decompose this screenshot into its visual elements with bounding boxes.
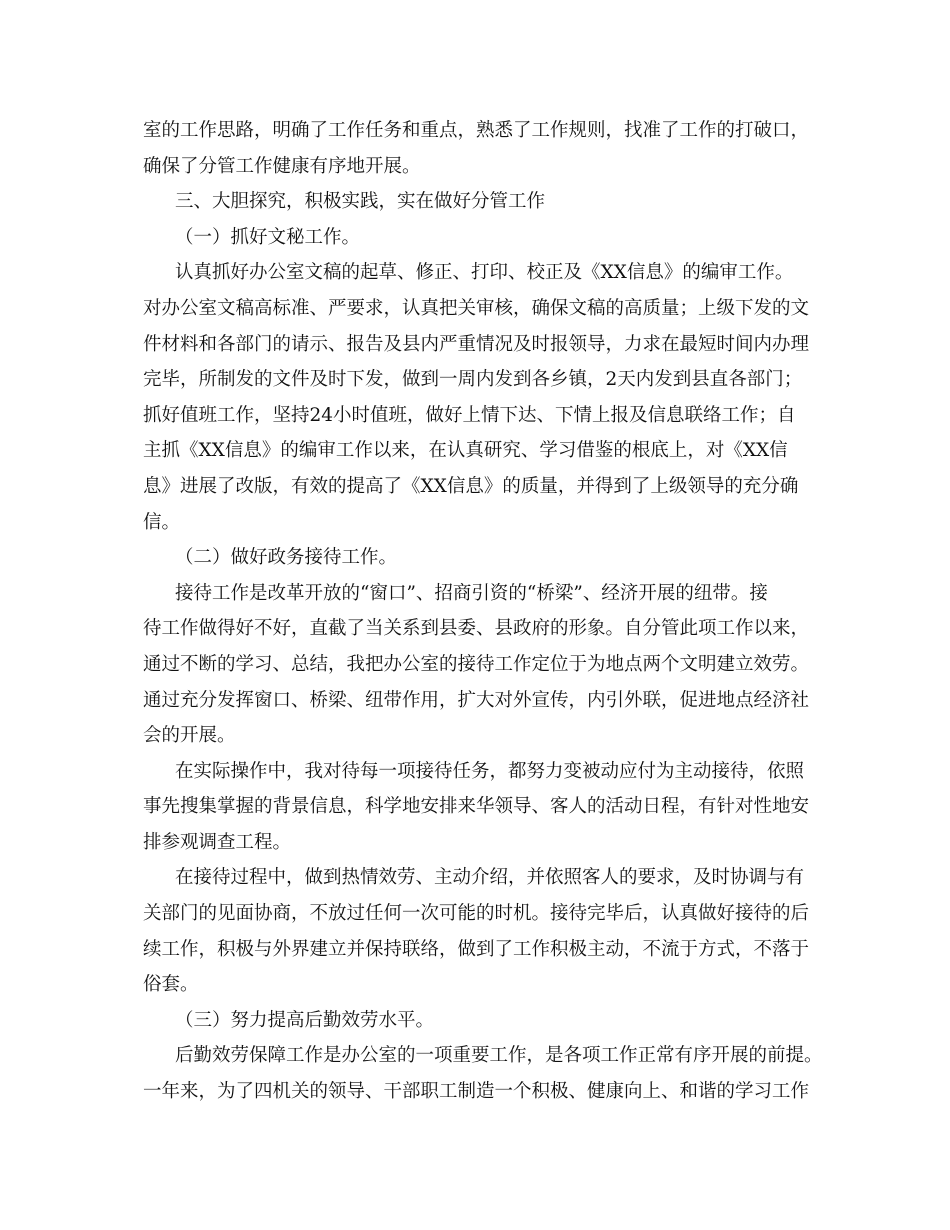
paragraph-line: 会的开展。 bbox=[143, 725, 236, 747]
paragraph-line: 确保了分管工作健康有序地开展。 bbox=[143, 155, 421, 177]
paragraph-line: 接待工作是改革开放的“窗口”、招商引资的“桥梁”、经济开展的纽带。接 bbox=[175, 582, 768, 604]
subsection-heading: （一）抓好文秘工作。 bbox=[175, 226, 361, 248]
paragraph-line: 完毕，所制发的文件及时下发，做到一周内发到各乡镇，2天内发到县直各部门； bbox=[143, 369, 803, 391]
paragraph-line: 信。 bbox=[143, 511, 181, 533]
paragraph-line: 主抓《XX信息》的编审工作以来，在认真研究、学习借鉴的根底上，对《XX信 bbox=[143, 440, 788, 462]
paragraph-line: 俗套。 bbox=[143, 974, 199, 996]
subsection-heading: （三）努力提高后勤效劳水平。 bbox=[175, 1009, 435, 1031]
paragraph-line: 认真抓好办公室文稿的起草、修正、打印、校正及《XX信息》的编审工作。 bbox=[175, 262, 794, 284]
section-heading: 三、大胆探究，积极实践，实在做好分管工作 bbox=[175, 191, 546, 213]
subsection-heading: （二）做好政务接待工作。 bbox=[175, 547, 398, 569]
paragraph-line: 件材料和各部门的请示、报告及县内严重情况及时报领导，力求在最短时间内办理 bbox=[143, 333, 810, 355]
paragraph-line: 排参观调查工程。 bbox=[143, 831, 292, 853]
paragraph-line: 通过不断的学习、总结，我把办公室的接待工作定位于为地点两个文明建立效劳。 bbox=[143, 653, 810, 675]
paragraph-line: 室的工作思路，明确了工作任务和重点，熟悉了工作规则，找准了工作的打破口， bbox=[143, 120, 810, 141]
paragraph-line: 后勤效劳保障工作是办公室的一项重要工作，是各项工作正常有序开展的前提。 bbox=[175, 1045, 823, 1067]
paragraph-line: 关部门的见面协商，不放过任何一次可能的时机。接待完毕后，认真做好接待的后 bbox=[143, 903, 810, 925]
paragraph-line: 事先搜集掌握的背景信息，科学地安排来华领导、客人的活动日程，有针对性地安 bbox=[143, 796, 810, 818]
paragraph-line: 待工作做得好不好，直截了当关系到县委、县政府的形象。自分管此项工作以来， bbox=[143, 618, 810, 640]
paragraph-line: 在实际操作中，我对待每一项接待任务，都努力变被动应付为主动接待，依照 bbox=[175, 760, 805, 782]
document-body bbox=[143, 113, 823, 1110]
paragraph-line: 续工作，积极与外界建立并保持联络，做到了工作积极主动，不流于方式，不落于 bbox=[143, 938, 810, 960]
paragraph-line: 对办公室文稿高标准、严要求，认真把关审核，确保文稿的高质量；上级下发的文 bbox=[143, 297, 810, 319]
paragraph-line: 通过充分发挥窗口、桥梁、纽带作用，扩大对外宣传，内引外联，促进地点经济社 bbox=[143, 689, 810, 711]
paragraph-line: 息》进展了改版，有效的提高了《XX信息》的质量，并得到了上级领导的充分确 bbox=[143, 475, 799, 497]
paragraph-line: 抓好值班工作，坚持24小时值班，做好上情下达、下情上报及信息联络工作；自 bbox=[143, 404, 796, 426]
paragraph-line: 一年来，为了四机关的领导、干部职工制造一个积极、健康向上、和谐的学习工作 bbox=[143, 1081, 810, 1103]
paragraph-line: 在接待过程中，做到热情效劳、主动介绍，并依照客人的要求，及时协调与有 bbox=[175, 867, 805, 889]
